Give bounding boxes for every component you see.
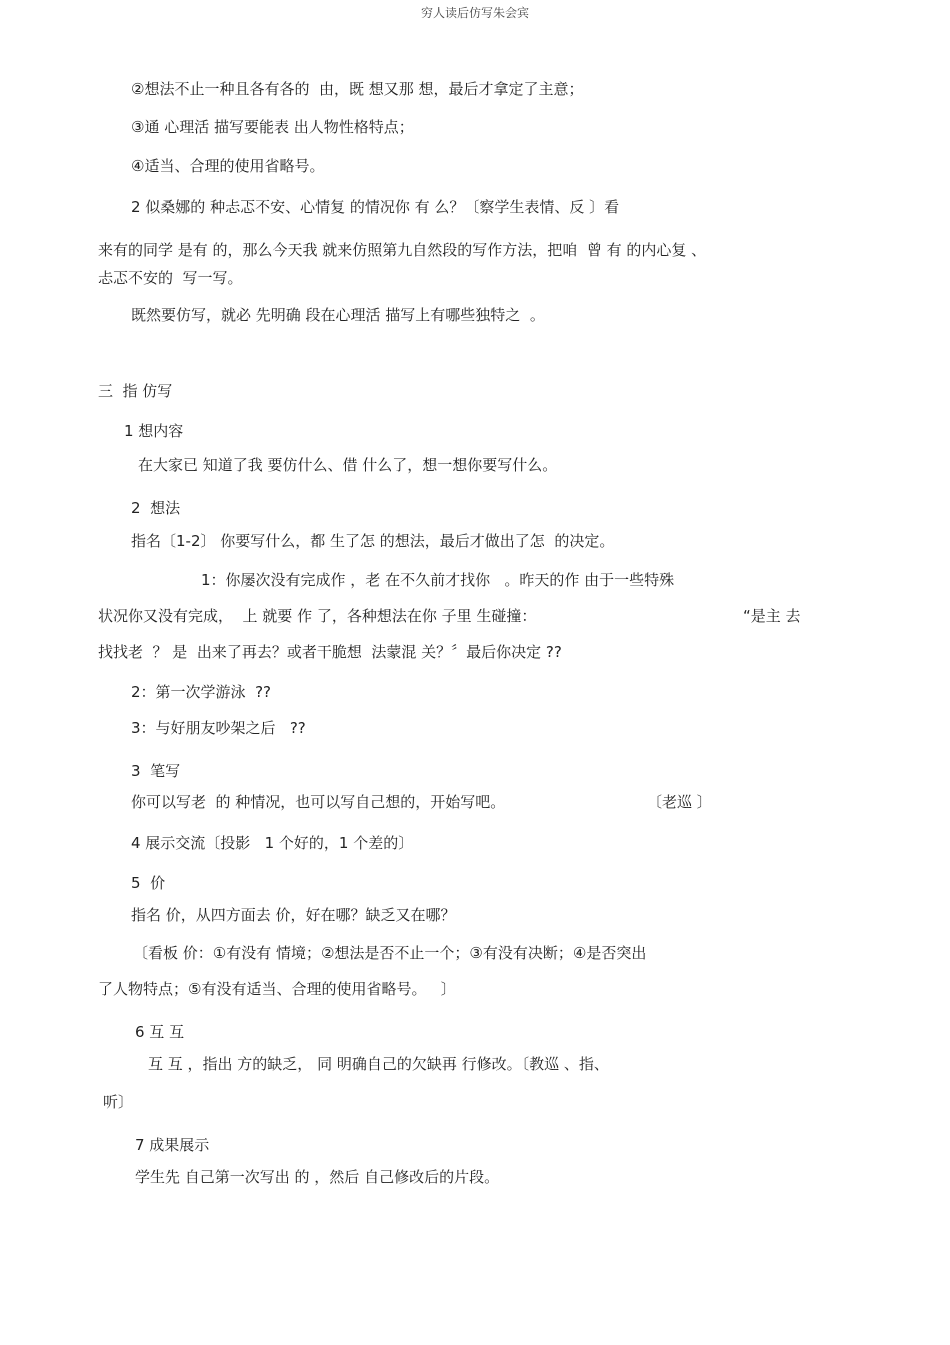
subsection-heading: 2 想法: [131, 499, 181, 517]
subsection-heading: 5 价: [131, 874, 166, 892]
text-line: 3：与好朋友吵架之后 ??: [131, 719, 306, 737]
text-line: 〔老巡 〕: [647, 793, 712, 811]
subsection-heading: 1 想内容: [124, 422, 184, 440]
text-line: 来有的同学 是有 的，那么今天我 就来仿照第九自然段的写作方法，把咱 曾 有 的内心复 、: [98, 241, 707, 259]
text-line: 〔看板 价：①有没有 情境；②想法是否不止一个；③有没有决断；④是否突出: [133, 944, 647, 962]
text-line: 听〕: [103, 1093, 134, 1111]
text-line: 你可以写老 的 种情况，也可以写自己想的，开始写吧。: [131, 793, 506, 811]
text-line: 指名 价，从四方面去 价，好在哪？缺乏又在哪？: [131, 906, 456, 924]
page-header: 穷人读后仿写朱会宾: [420, 6, 529, 20]
subsection-heading: 6 互 互: [135, 1023, 185, 1041]
section-heading: 三 指 仿写: [98, 382, 173, 400]
text-line: 2：第一次学游泳 ??: [131, 683, 272, 701]
text-line: “是主 去: [743, 607, 801, 625]
text-line: 互 互 ，指出 方的缺乏， 同 明确自己的欠缺再 行修改。〔教巡 、指、: [148, 1055, 609, 1073]
text-line: 学生先 自己第一次写出 的 ，然后 自己修改后的片段。: [135, 1168, 500, 1186]
text-line: 状况你又没有完成， 上 就要 作 了，各种想法在你 子里 生碰撞：: [98, 607, 537, 625]
text-line: 了人物特点；⑤有没有适当、合理的使用省略号。 〕: [98, 980, 456, 998]
subsection-heading: 4 展示交流〔投影 1 个好的，1 个差的〕: [131, 834, 414, 852]
subsection-heading: 3 笔写: [131, 762, 181, 780]
text-line: 在大家已 知道了我 要仿什么、借 什么了，想一想你要写什么。: [138, 456, 558, 474]
text-line: 1：你屡次没有完成作 ，老 在不久前才找你 。昨天的作 由于一些特殊: [201, 571, 675, 589]
text-line: ④适当、合理的使用省略号。: [131, 157, 325, 175]
text-line: 忐忑不安的 写一写。: [98, 269, 243, 287]
text-line: ③通 心理活 描写要能表 出人物性格特点；: [131, 118, 414, 136]
text-line: 找找老 ？ 是 出来了再去？或者干脆想 法蒙混 关？〞最后你决定 ??: [98, 643, 562, 661]
subsection-heading: 7 成果展示: [135, 1136, 210, 1154]
text-line: 2 似桑娜的 种忐忑不安、心情复 的情况你 有 么？〔察学生表情、反 〕看: [131, 198, 620, 216]
text-line: 指名〔1-2〕 你要写什么，都 生了怎 的想法，最后才做出了怎 的决定。: [131, 532, 615, 550]
text-line: 既然要仿写，就必 先明确 段在心理活 描写上有哪些独特之 。: [131, 306, 545, 324]
text-line: ②想法不止一种且各有各的 由，既 想又那 想，最后才拿定了主意；: [131, 80, 584, 98]
